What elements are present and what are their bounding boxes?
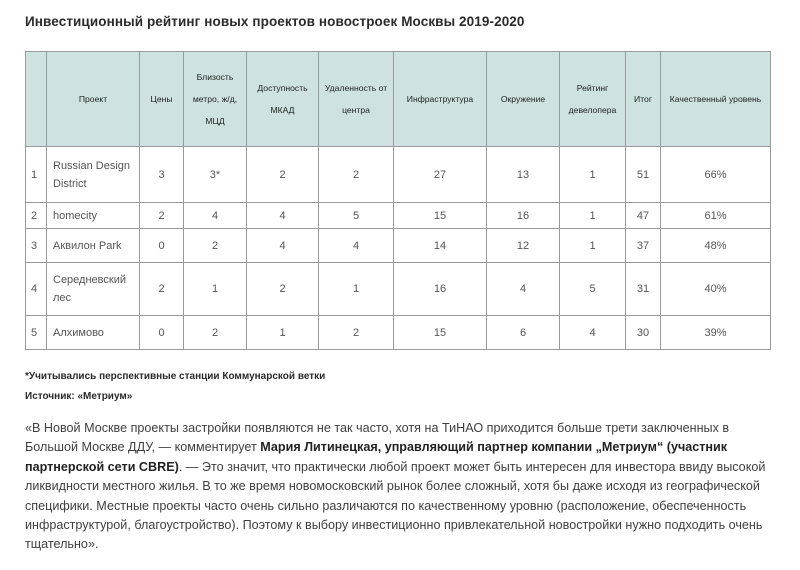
header-center: Удаленность от центра xyxy=(319,52,394,147)
row-quality: 39% xyxy=(661,316,771,350)
row-mkad: 1 xyxy=(247,316,319,350)
row-prices: 0 xyxy=(140,316,184,350)
row-developer-rating: 4 xyxy=(560,316,626,350)
header-environment: Окружение xyxy=(487,52,560,147)
row-quality: 40% xyxy=(661,263,771,316)
header-total: Итог xyxy=(626,52,661,147)
row-num: 5 xyxy=(26,316,47,350)
row-project: Аквилон Park xyxy=(47,229,140,263)
row-center: 5 xyxy=(319,203,394,229)
quote-paragraph xyxy=(25,419,775,555)
row-quality: 48% xyxy=(661,229,771,263)
row-total: 37 xyxy=(626,229,661,263)
row-total: 47 xyxy=(626,203,661,229)
row-num: 1 xyxy=(26,147,47,203)
row-environment: 4 xyxy=(487,263,560,316)
table-row xyxy=(26,147,771,203)
row-mkad: 4 xyxy=(247,203,319,229)
row-center: 4 xyxy=(319,229,394,263)
table-header-row xyxy=(26,52,771,147)
table-row xyxy=(26,229,771,263)
row-total: 51 xyxy=(626,147,661,203)
row-num: 4 xyxy=(26,263,47,316)
row-total: 30 xyxy=(626,316,661,350)
quote-text-start: «В Новой Москве проекты застройки появляются не так часто, хотя на ТиНАО приходится больше трети заключенных в Большой Москве ДДУ, — комментирует xyxy=(25,421,730,455)
rating-table xyxy=(25,51,771,350)
row-center: 1 xyxy=(319,263,394,316)
row-prices: 2 xyxy=(140,203,184,229)
row-metro: 2 xyxy=(184,316,247,350)
header-project: Проект xyxy=(47,52,140,147)
row-infrastructure: 15 xyxy=(394,203,487,229)
row-num: 2 xyxy=(26,203,47,229)
row-num: 3 xyxy=(26,229,47,263)
row-infrastructure: 14 xyxy=(394,229,487,263)
header-quality: Качественный уровень xyxy=(661,52,771,147)
header-prices: Цены xyxy=(140,52,184,147)
row-developer-rating: 1 xyxy=(560,229,626,263)
row-center: 2 xyxy=(319,316,394,350)
row-metro: 3* xyxy=(184,147,247,203)
row-mkad: 2 xyxy=(247,263,319,316)
table-footnote: *Учитывались перспективные станции Коммунарской ветки xyxy=(25,371,326,382)
row-quality: 61% xyxy=(661,203,771,229)
row-project: homecity xyxy=(47,203,140,229)
table-row xyxy=(26,263,771,316)
row-mkad: 4 xyxy=(247,229,319,263)
row-prices: 0 xyxy=(140,229,184,263)
row-project: Середневский лес xyxy=(47,263,140,316)
row-center: 2 xyxy=(319,147,394,203)
row-mkad: 2 xyxy=(247,147,319,203)
row-infrastructure: 27 xyxy=(394,147,487,203)
row-project: Russian Design District xyxy=(47,147,140,203)
header-metro: Близость метро, ж/д, МЦД xyxy=(184,52,247,147)
row-developer-rating: 1 xyxy=(560,203,626,229)
table-source: Источник: «Метриум» xyxy=(25,391,133,402)
row-prices: 2 xyxy=(140,263,184,316)
row-developer-rating: 5 xyxy=(560,263,626,316)
table-row xyxy=(26,316,771,350)
quote-text-end: . — Это значит, что практически любой проект может быть интересен для инвестора ввиду высокой ликвидности местного жилья. В то же время новомосковский рынок более сложный, хотя бы даже исходя из географической специфики. Местные проекты часто очень сильно различаются по качественному уровню (расположение, обеспеченность инфраструктурой, благоустройство). Поэтому к выбору инвестиционно привлекательной новостройки нужно подходить очень тщательно». xyxy=(25,459,766,552)
row-metro: 4 xyxy=(184,203,247,229)
row-total: 31 xyxy=(626,263,661,316)
quote-author: Мария Литинецкая, управляющий партнер компании „Метриум“ (участник партнерской сети CBRE) xyxy=(25,440,728,474)
header-developer-rating: Рейтинг девелопера xyxy=(560,52,626,147)
row-developer-rating: 1 xyxy=(560,147,626,203)
row-quality: 66% xyxy=(661,147,771,203)
row-environment: 13 xyxy=(487,147,560,203)
row-project: Алхимово xyxy=(47,316,140,350)
row-prices: 3 xyxy=(140,147,184,203)
header-mkad: Доступность МКАД xyxy=(247,52,319,147)
row-environment: 6 xyxy=(487,316,560,350)
header-num xyxy=(26,52,47,147)
row-metro: 2 xyxy=(184,229,247,263)
row-environment: 16 xyxy=(487,203,560,229)
row-infrastructure: 15 xyxy=(394,316,487,350)
row-metro: 1 xyxy=(184,263,247,316)
header-infrastructure: Инфраструктура xyxy=(394,52,487,147)
table-row xyxy=(26,203,771,229)
table-title: Инвестиционный рейтинг новых проектов новостроек Москвы 2019-2020 xyxy=(25,14,525,29)
row-infrastructure: 16 xyxy=(394,263,487,316)
row-environment: 12 xyxy=(487,229,560,263)
